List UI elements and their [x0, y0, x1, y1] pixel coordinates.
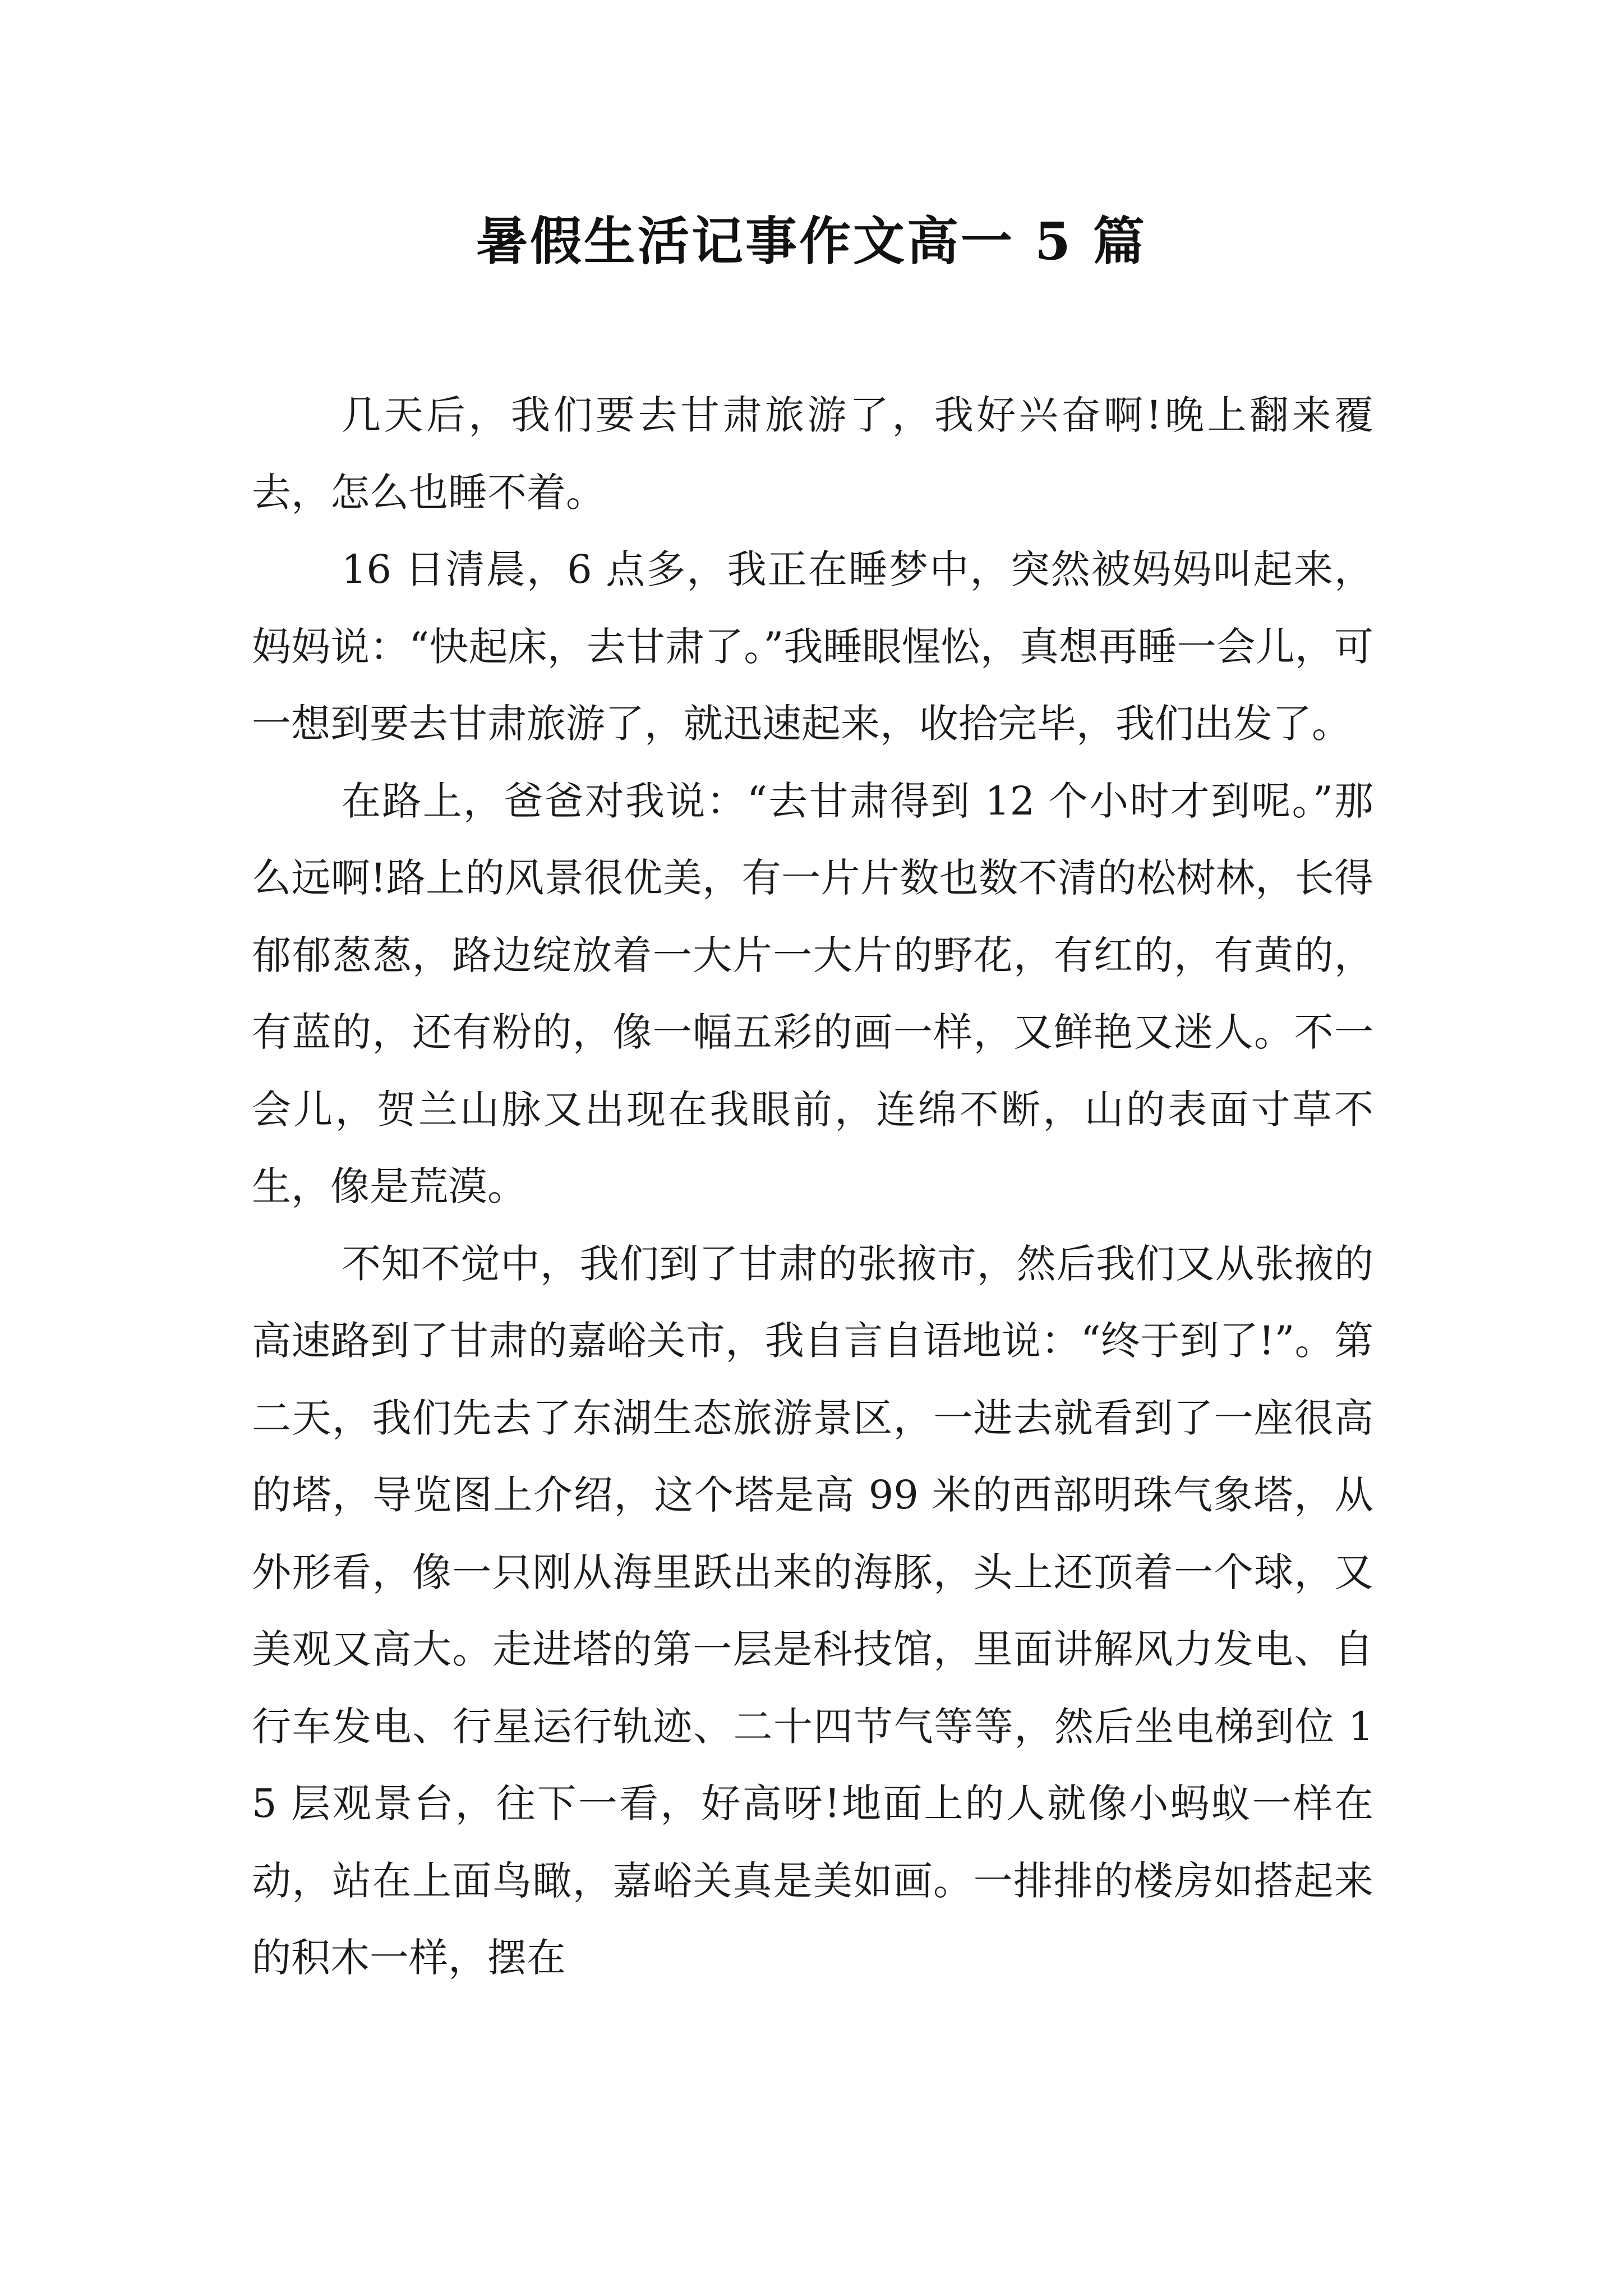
paragraph-4: 不知不觉中，我们到了甘肃的张掖市，然后我们又从张掖的高速路到了甘肃的嘉峪关市，我自言自语地说：“终于到了!”。第二天，我们先去了东湖生态旅游景区，一进去就看到了一座很高的塔，导览图上介绍，这个塔是高 99 米的西部明珠气象塔，从外形看，像一只刚从海里跃出来的海豚，头上还顶着一个球，又美观又高大。走进塔的第一层是科技馆，里面讲解风力发电、自行车发电、行星运行轨迹、二十四节气等等，然后坐电梯到位 15 层观景台，往下一看，好高呀!地面上的人就像小蚂蚁一样在动，站在上面鸟瞰，嘉峪关真是美如画。一排排的楼房如搭起来的积木一样，摆在 — [252, 1240, 1373, 1981]
paragraph-2: 16 日清晨，6 点多，我正在睡梦中，突然被妈妈叫起来，妈妈说：“快起床，去甘肃了。”我睡眼惺忪，真想再睡一会儿，可一想到要去甘肃旅游了，就迅速起来，收拾完毕，我们出发了。 — [252, 546, 1373, 747]
document-body — [252, 377, 1373, 1997]
paragraph-3: 在路上，爸爸对我说：“去甘肃得到 12 个小时才到呢。”那么远啊!路上的风景很优美，有一片片数也数不清的松树林，长得郁郁葱葱，路边绽放着一大片一大片的野花，有红的，有黄的，有蓝的，还有粉的，像一幅五彩的画一样，又鲜艳又迷人。不一会儿，贺兰山脉又出现在我眼前，连绵不断，山的表面寸草不生，像是荒漠。 — [252, 777, 1373, 1209]
paragraph-1: 几天后，我们要去甘肃旅游了，我好兴奋啊!晚上翻来覆去，怎么也睡不着。 — [252, 392, 1373, 516]
document-title: 暑假生活记事作文高一 5 篇 — [476, 211, 1147, 272]
